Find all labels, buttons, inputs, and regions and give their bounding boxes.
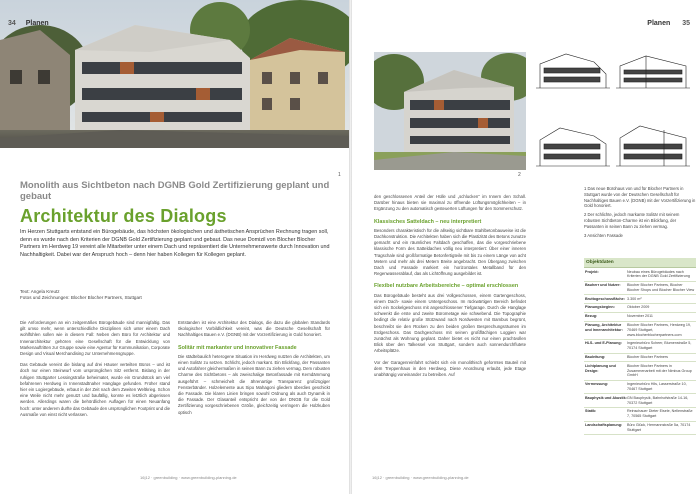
table-body xyxy=(584,268,696,435)
caption: 3 Ansichten Fassade xyxy=(584,232,623,238)
table-value: Blocher Blocher Partners, Herdweg 19, 70469 Stuttgart, www.blocherblocherpartners.com xyxy=(627,323,691,337)
table-key: Lichtplanung und Design: xyxy=(585,363,616,373)
table-value: Blocher Blocher Partners in Zusammenarbeit mit der Nimbus Group GmbH xyxy=(627,363,692,378)
paragraph: Die städtebaulich heterogene Situation im Herdweg nutzten die Architekten, um einen Solitär zu setzen. Schlicht, jedoch markant. Ein Blickfang, der Passanten und Autofahrer gleichermaßen in seinen Bann zu ziehen vermag. Dem robusten Charme des Sichtbetons – als zweischalige Betonfassade mit Kerndämmung ausgeführt – schmeichelt die ährenartige Transparenz großzügiger Fensterbänder. Holzelemente aus Sipo Mahagoni gliedern überdies geschickt die Fassade. Die klaren Linien bringen sowohl Ordnung als auch Dynamik in die Fassade. Der Glasanteil entspricht der von der DNGB für die Gold Zertifizierung vorgeschriebenen Größe, gleichzeitig verringern die Holzkuben optisch xyxy=(178,353,330,415)
table-value: Reinschauer Dieter Eisele, Nellenstraße 7, 70565 Stuttgart xyxy=(627,409,693,419)
article-intro: Im Herzen Stuttgarts entstand ein Bürogebäude, das höchsten ökologischen und ästhetischen Ansprüchen Rechnung tragen soll, denn es wurde nach den Kriterien der DGNB Gold Zertifizierung geplant und gebaut. Das neue Domizil von Blocher Blocher Partners im Herdweg 19 vereint alle Mitarbeiter unter einem Dach und repräsentiert die Unternehmenswerte durch Innovation und Nachhaltigkeit. Dabei war der Anspruch hoch – denn hier haben Kollegen für Kollegen geplant. xyxy=(20,229,330,258)
table-row xyxy=(584,268,696,282)
elevation-drawings xyxy=(536,48,692,178)
table-title: Objektdaten xyxy=(584,258,696,268)
table-key: Planungsbeginn: xyxy=(585,305,615,310)
page-number: 35 xyxy=(682,20,690,27)
table-row xyxy=(584,304,696,313)
table-row xyxy=(584,394,696,408)
paragraph: Das Bürogebäude besteht aus drei Vollgeschossen, einem Gartengeschoss, einem Dach- sowie einem Untergeschoss. Im rückwärtigen Bereich befindet sich ein Sockelgeschoss mit angeschlossener Tiefgarage. Durch die Hanglage schwenkt die erste und zweite Bürometage wie schwebend. Die Topographie bedingt die relativ große Stützwand nach Nordwesten mit Bambus begrünt, beschreibt sie den Rücken zu den beiden großen Besprechungsräumen im Erdgeschoss. Das Dachgeschoss mit seinen großflächigen Loggien war zunächst als Wohnung geplant. Daher bietet es nicht nur einen prachtvollen Blick über den Talkessel von Stuttgart, sondern auch sonnendurchflutete Arbeitsplätze. xyxy=(374,292,526,354)
table-key: Landschaftsplanung: xyxy=(585,423,623,428)
table-key: Projekt: xyxy=(585,269,599,274)
image-captions xyxy=(584,186,696,241)
paragraph: Entstanden ist eine Architektur des Dialogs, die dazu die globalen Standards ökologischer Vorbildlichkeit vereint, was die Deutsche Gesellschaft für Nachhaltiges Bauen e.V. (DGNB) mit der Vorzertifizierung in Gold honoriert. xyxy=(178,320,330,338)
table-row xyxy=(584,313,696,322)
table-value: Ingenieurbüro Scheer, Blumenstraße 5, 70174 Stuttgart xyxy=(627,341,692,351)
table-value: November 2011 xyxy=(627,314,653,319)
table-key: HLS- und E-Planung: xyxy=(585,341,622,346)
credit-photos: Fotos und Zeichnungen: Blocher Blocher Partners, Stuttgart xyxy=(20,295,142,301)
table-row xyxy=(584,322,696,340)
table-value: Büro Glück, Hermannstraße 5a, 70174 Stuttgart xyxy=(627,423,691,432)
body-column-2 xyxy=(178,320,330,421)
body-column-1 xyxy=(20,320,170,423)
table-row xyxy=(584,354,696,363)
section-label: Planen xyxy=(647,20,671,27)
photo-caption-number: 2 xyxy=(518,172,521,178)
table-value: Oktober 2009 xyxy=(627,305,650,310)
table-row xyxy=(584,295,696,304)
page-number: 34 xyxy=(8,20,16,27)
table-key: Bezug: xyxy=(585,314,598,319)
building-photo xyxy=(0,0,350,148)
paragraph: Vor der Garagenreinfahrt schiebt sich ein monolithisch geformtes Bauteil mit dem Treppenhaus in den Herdweg. Diese Anordnung erlaubt, jede Etage unabhängig voneinander zu betreiben. Auf xyxy=(374,359,526,378)
table-row xyxy=(584,282,696,296)
table-row xyxy=(584,422,696,436)
table-key: Statik: xyxy=(585,409,597,414)
running-header-left xyxy=(8,20,49,27)
table-value: Neubau eines Bürogebäudes nach Kriterien der DGNB Gold Zertifizierung xyxy=(627,269,690,279)
table-value: Ingenieurbüro Hils, Lasserstraße 10, 70467 Stuttgart xyxy=(627,382,687,392)
section-label: Planen xyxy=(25,20,49,27)
table-key: Vermessung: xyxy=(585,382,609,387)
table-key: Planung, Architektur und Innenarchitektur: xyxy=(585,323,623,332)
photo-caption-number: 1 xyxy=(338,172,341,178)
facade-drawings xyxy=(536,48,692,178)
project-data-table xyxy=(584,258,696,435)
table-key: Bauphysik und Akustik: xyxy=(585,395,627,400)
table-key: Bruttogeschossfläche: xyxy=(585,296,625,301)
right-page xyxy=(352,0,700,494)
table-row xyxy=(584,340,696,354)
running-header-right xyxy=(647,20,690,27)
paragraph: Das Gebäude vereint die bislang auf drei Häuser verteilten Büros – und ist doch nur einen Steinwurf vom ursprünglichen Sitz entfernt. Bislang in der ruhigen Stuttgarter Lessingstraße beheimatet, wurde ein Grundstück am viel befahrenen Herdweg in Innenstadtnaher Hanglage gefunden. Früher stand hier ein Logiergebäude, erbaut in der Zeit nach dem Zweiten Weltkrieg. Schon eine Weile nicht mehr genutzt und baufällig, konnte es letztlich abgerissen werden. Allerdings waren die behördlichen Auflagen für einen Neuanfang hoch: unter anderem durfte das Gebäude den ursprünglichen Footprint und die Ausmaße von einst nicht verlassen. xyxy=(20,362,171,417)
page-footer: 16|12 · greenbuilding · www.greenbuilding-planning.de xyxy=(372,475,469,480)
table-value: 3.300 m² xyxy=(627,296,642,301)
paragraph: den geschlossenen Anteil der Hülle und „schlucken" im Innern den Schall. Darüber hinaus bieten sie maximal zu öffnende Lüftungsmöglichkeiten – in Ergänzung zu den automatisch gesteuerten Lüftungen für den Sommerschutz. xyxy=(374,194,526,212)
table-row xyxy=(584,362,696,380)
article-credit xyxy=(20,289,220,302)
building-photo-2 xyxy=(374,52,526,170)
section-heading: Flexibel nutzbare Arbeitsbereiche – optimal erschlossen xyxy=(374,283,519,290)
credit-text: Text: Angela Kreutz xyxy=(20,289,60,294)
page-footer: 16|12 · greenbuilding · www.greenbuilding-planning.de xyxy=(140,475,237,480)
caption: 2 Der schlichte, jedoch markante Solitär mit seinem robusten Sichtbeton-Charme ist ein Blickfang, der Passanten in seinen Bann zu ziehen vermag. xyxy=(584,212,680,229)
article-headline: Architektur des Dialogs xyxy=(20,206,227,226)
paragraph: Besonders charakteristisch für die allseitig sichtbare Stahlbetonbauweise ist die Dachkonstruktion. Die Architekten haben sich die Plastizität des Betons zunutze gemacht und ein räumliches Faltdach geschaffen, das die vorgeschriebene klassische Form des Satteldaches völlig neu interpretiert: Über einer inneren Tragschale sind großformatige Betonfertigteile mit bis zu einem Länge von acht Metern und mehr als drei Metern Breite angebracht. Den Übergang zwischen Dach und Fassade markiert ein horizontales Metallband für den Regenwasserablauf, das als Lichtöffnung ausgebildet ist. xyxy=(374,227,526,277)
table-row xyxy=(584,408,696,422)
table-key: Bauherr und Nutzer: xyxy=(585,283,621,288)
table-row xyxy=(584,381,696,395)
table-value: Blocher Blocher Partners, Blocher Blocher Shops und Blocher Blocher View xyxy=(627,283,695,292)
table-value: Blocher Blocher Partners xyxy=(627,355,668,360)
body-column-3 xyxy=(374,194,526,383)
caption: 1 Das neue Bürohaus von und für Blocher Partners in Stuttgart wurde von der Deutschen Gesellschaft für Nachhaltiges Bauen e.V. (DGNB) mit der Vorzertifizierung in Gold honoriert. xyxy=(584,186,696,209)
article-subtitle: Monolith aus Sichtbeton nach DGNB Gold Zertifizierung geplant und gebaut xyxy=(20,180,330,202)
section-heading: Klassisches Satteldach – neu interpretiert xyxy=(374,218,482,225)
paragraph: Die Anforderungen an ein zeitgemäßes Bürogebäude sind mannigfaltig. Das gilt umso mehr, wenn unterschiedliche Disziplinen sich unter einem Dach wohlfühlen sollen wie in diesem Fall: Neben dem Büro für Architektur und Innenarchitektur gehören eine Gesellschaft für die Entwicklung von Markenauftritten zur Gruppe sowie eine Agentur für Kommunikation, Corporate Design und Visual Merchandising zur Unternehmensgruppe. xyxy=(20,320,170,357)
table-key: Bauleitung: xyxy=(585,355,606,360)
table-value: GN Bauphysik, Bahnhofstraße 14-16, 70372 Stuttgart xyxy=(627,395,689,405)
section-heading: Solitär mit markanter und innovativer Fassade xyxy=(178,344,297,351)
